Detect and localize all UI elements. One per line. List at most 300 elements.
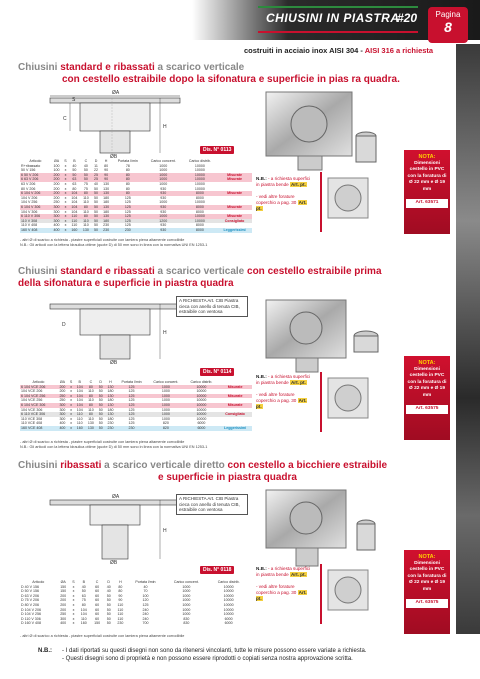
table-cell: 110 bbox=[80, 616, 87, 621]
table-cell: 200 bbox=[60, 598, 67, 603]
label-b: ØB bbox=[110, 154, 118, 158]
section-1-drawing bbox=[40, 88, 190, 158]
table-cell: x bbox=[72, 593, 75, 598]
page-subtitle bbox=[244, 46, 433, 55]
table-cell: 80 bbox=[85, 385, 96, 390]
table-cell: x bbox=[70, 389, 72, 394]
table-cell: 50 bbox=[94, 200, 98, 205]
divider-line bbox=[320, 372, 322, 432]
table-cell: 104 VCE 206 bbox=[21, 389, 43, 394]
table-cell: 180 bbox=[103, 195, 110, 200]
nb-title: N.B.: bbox=[256, 176, 267, 181]
nb-title: N.B.: bbox=[256, 374, 267, 379]
table-cell: 80 bbox=[80, 214, 92, 219]
table-cell: 90 bbox=[118, 598, 123, 603]
table-cell: 125 bbox=[116, 412, 147, 417]
table-cell: 125 bbox=[116, 394, 147, 399]
table-cell: 50 bbox=[97, 385, 105, 390]
nb-line: - a richiesta superfici in piastra bende bbox=[256, 566, 311, 577]
table-cell: 40 bbox=[94, 181, 98, 186]
table-cell: 820 bbox=[147, 426, 185, 431]
table-cell: 80 bbox=[118, 589, 123, 594]
table-cell: 930 bbox=[160, 195, 167, 200]
table-cell: 50 bbox=[98, 416, 103, 421]
table-cell: 1000 bbox=[159, 181, 168, 186]
art-tag: Art. pt. bbox=[290, 380, 306, 385]
table-cell: 50 bbox=[98, 421, 103, 426]
nb-line: - a richiesta superfici in piastra bende bbox=[256, 176, 311, 187]
row-note: Misurate bbox=[217, 191, 252, 196]
table-cell: 50 bbox=[97, 394, 105, 399]
footnote-1: - altri Ø di scarico a richiesta - piastre superficiali costruite con lamiera piena altamente corrodibile N.B.: Gli articoli con la lettera Idraulica ottime (quote D) di 50 mm sono in linea con la normativa UNI EN 1253-1 bbox=[20, 238, 208, 247]
table-cell: 50 bbox=[80, 173, 92, 178]
table-cell: 1000 bbox=[182, 602, 191, 607]
footnote-3: - altri Ø di scarico a richiesta - piastre superficiali costruite con lamiera piena altamente corrodibile bbox=[20, 634, 185, 638]
table-cell: 125 bbox=[124, 209, 131, 214]
nb-block-1 bbox=[256, 176, 312, 212]
section-2-drawing bbox=[40, 298, 190, 364]
divider-line bbox=[320, 564, 322, 624]
table-cell: x bbox=[68, 412, 74, 417]
table-cell: x bbox=[64, 163, 67, 168]
table-cell: 10000 bbox=[196, 416, 207, 421]
table-cell: x bbox=[62, 173, 68, 178]
table-cell: 6000 bbox=[224, 616, 233, 621]
col-header: H bbox=[109, 380, 112, 384]
table-cell: 125 bbox=[112, 205, 144, 210]
spec-table-2 bbox=[20, 380, 252, 431]
col-header: ØA bbox=[53, 159, 60, 163]
table-cell: 90 bbox=[100, 177, 112, 182]
table-cell: 60 bbox=[95, 584, 100, 589]
table-cell: 104 bbox=[76, 407, 83, 412]
table-cell: 104 VCE 256 bbox=[21, 398, 43, 403]
note-body: Dimensioni cestello in PVC con la foratura di Ø 22 mm e Ø 19 mm bbox=[407, 560, 447, 592]
table-cell: 300 bbox=[51, 214, 63, 219]
table-cell: x bbox=[72, 607, 75, 612]
table-cell: 1000 bbox=[159, 200, 168, 205]
table-cell: x bbox=[72, 612, 75, 617]
col-header: Carico distrib. bbox=[188, 159, 211, 163]
table-cell: 6000 bbox=[197, 421, 206, 426]
note-box-3 bbox=[404, 550, 450, 634]
table-cell: x bbox=[64, 195, 67, 200]
label-s: S bbox=[72, 97, 76, 103]
table-cell: 230 bbox=[100, 228, 112, 233]
table-cell: D 110 V 306 bbox=[21, 616, 41, 621]
col-header: H bbox=[104, 159, 108, 163]
table-cell: x bbox=[62, 228, 68, 233]
table-cell: D 40 V 156 bbox=[21, 584, 39, 589]
table-cell: 10000 bbox=[194, 168, 205, 173]
drawing-number: Dis. N° 0114 bbox=[200, 368, 234, 376]
table-cell: 50 bbox=[69, 173, 81, 178]
table-cell: 110 bbox=[76, 421, 83, 426]
table-cell: 104 bbox=[71, 200, 78, 205]
table-cell: 200 bbox=[60, 607, 67, 612]
table-cell: 50 bbox=[92, 205, 101, 210]
table-body bbox=[20, 585, 252, 626]
table-cell: 180 bbox=[103, 209, 110, 214]
table-cell: x bbox=[62, 219, 68, 224]
drain-photo-2 bbox=[262, 296, 380, 376]
table-body bbox=[20, 385, 252, 431]
grate-photo-3 bbox=[326, 568, 370, 612]
drawing-number: Dis. N° 0118 bbox=[200, 566, 234, 574]
table-cell: 50 bbox=[106, 598, 111, 603]
table-cell: 125 bbox=[112, 214, 144, 219]
table-cell: 1000 bbox=[161, 407, 170, 412]
drain-photo-1 bbox=[262, 88, 380, 174]
col-header: Articolo bbox=[32, 380, 45, 384]
table-cell: 80 bbox=[72, 186, 77, 191]
table-cell: 100 bbox=[142, 593, 149, 598]
table-cell: 10000 bbox=[194, 186, 205, 191]
table-cell: 300 bbox=[57, 403, 68, 408]
page-number: 8 bbox=[444, 19, 452, 35]
table-cell: x bbox=[64, 181, 67, 186]
table-cell: 63 bbox=[69, 177, 81, 182]
title-line-2: della sifonatura e superficie in piastra quadra bbox=[18, 278, 234, 289]
table-cell: 230 bbox=[103, 223, 110, 228]
col-header: Articolo bbox=[29, 159, 42, 163]
table-cell: 240 bbox=[142, 616, 149, 621]
row-note: Misurate bbox=[217, 173, 252, 178]
table-cell: 50 bbox=[98, 389, 103, 394]
table-cell: 50 bbox=[83, 168, 88, 173]
table-cell: 104 bbox=[80, 607, 87, 612]
table-cell: 80 bbox=[125, 186, 130, 191]
col-header: Portata l/min bbox=[121, 380, 142, 384]
table-cell: 104 bbox=[69, 191, 81, 196]
col-header: Carico concent. bbox=[153, 380, 179, 384]
col-header: S bbox=[64, 159, 67, 163]
table-cell: 10000 bbox=[223, 593, 234, 598]
table-cell: 130 bbox=[87, 421, 94, 426]
table-cell: 10000 bbox=[183, 173, 218, 178]
table-cell: 180 bbox=[107, 407, 114, 412]
row-note bbox=[249, 621, 252, 626]
table-cell: 80 bbox=[80, 191, 92, 196]
col-header: B bbox=[73, 159, 76, 163]
footer-disclaimer bbox=[62, 647, 367, 663]
table-cell: 1000 bbox=[159, 168, 168, 173]
table-cell: 104 bbox=[80, 612, 87, 617]
table-cell: 80 bbox=[81, 602, 86, 607]
table-cell: 50 V 156 bbox=[21, 168, 36, 173]
table-cell: 110 bbox=[83, 200, 89, 205]
table-cell: x bbox=[72, 616, 75, 621]
note-art: Art. 63575 bbox=[406, 405, 448, 414]
table-cell: 300 bbox=[59, 416, 66, 421]
table-row bbox=[20, 228, 252, 233]
grate-photo-2 bbox=[326, 376, 370, 420]
table-cell: 80 bbox=[118, 584, 123, 589]
table-cell: 10000 bbox=[185, 412, 218, 417]
table-cell: 8000 bbox=[183, 205, 218, 210]
table-cell: 930 bbox=[144, 205, 183, 210]
table-cell: 8000 bbox=[183, 191, 218, 196]
table-cell: 110 bbox=[83, 195, 89, 200]
table-cell: 10000 bbox=[183, 219, 218, 224]
note-body: Dimensioni cestello in PVC con la foratura di Ø 22 mm e Ø 19 mm bbox=[407, 366, 447, 398]
table-cell: 820 bbox=[162, 421, 169, 426]
table-cell: 70 bbox=[143, 589, 148, 594]
table-cell: 125 bbox=[116, 385, 147, 390]
table-cell: x bbox=[62, 177, 68, 182]
table-cell: 6000 bbox=[185, 426, 218, 431]
col-header: S bbox=[72, 580, 75, 584]
title-part: Chiusini bbox=[18, 266, 61, 277]
title-part: Chiusini bbox=[18, 62, 61, 73]
table-cell: 930 bbox=[144, 191, 183, 196]
row-note: Misurate bbox=[217, 214, 252, 219]
col-header: D bbox=[94, 159, 98, 163]
table-cell: 930 bbox=[160, 223, 167, 228]
col-header: ØA bbox=[59, 380, 66, 384]
table-cell: x bbox=[64, 168, 67, 173]
table-cell: 200 bbox=[51, 191, 63, 196]
table-cell: 80 bbox=[85, 412, 96, 417]
table-cell: 80 bbox=[112, 191, 144, 196]
table-cell: x bbox=[64, 223, 67, 228]
table-cell: D 80 V 206 bbox=[21, 602, 39, 607]
table-cell: x bbox=[62, 214, 68, 219]
table-cell: 1000 bbox=[182, 589, 191, 594]
table-cell: x bbox=[70, 398, 72, 403]
table-cell: 1000 bbox=[182, 598, 191, 603]
table-cell: 1000 bbox=[161, 389, 170, 394]
table-cell: 125 bbox=[128, 389, 135, 394]
table-cell: 80 bbox=[125, 168, 130, 173]
col-header: C bbox=[95, 580, 99, 584]
table-cell: 300 bbox=[51, 205, 63, 210]
table-cell: 700 bbox=[142, 621, 149, 626]
col-header: Carico concent. bbox=[150, 159, 176, 163]
table-cell: 125 bbox=[112, 219, 144, 224]
table-cell: 150 bbox=[94, 621, 101, 626]
table-cell: 160 bbox=[80, 621, 87, 626]
table-cell: 50 bbox=[92, 219, 101, 224]
art-tag: Art. pt. bbox=[290, 572, 306, 577]
table-cell: 50 bbox=[106, 602, 111, 607]
table-cell: x bbox=[64, 186, 67, 191]
col-header: Carico distrib. bbox=[217, 580, 240, 584]
table-cell: 60 bbox=[95, 598, 100, 603]
table-cell: 240 bbox=[142, 612, 149, 617]
table-cell: 160 bbox=[69, 228, 81, 233]
table-cell: 50 bbox=[80, 177, 92, 182]
note-art: Art. 63571 bbox=[406, 199, 448, 208]
table-cell: x bbox=[72, 589, 75, 594]
table-cell: 104 bbox=[74, 394, 85, 399]
table-cell: 230 bbox=[105, 426, 116, 431]
table-cell: x bbox=[64, 209, 67, 214]
table-cell: 125 bbox=[142, 602, 149, 607]
table-cell: 110 VCE 308 bbox=[21, 416, 43, 421]
table-cell: 10000 bbox=[183, 214, 218, 219]
row-note: Misurate bbox=[218, 403, 252, 408]
table-cell: x bbox=[62, 191, 68, 196]
table-cell: x bbox=[70, 421, 72, 426]
table-cell: 40 bbox=[143, 584, 148, 589]
table-cell: 110 V 308 bbox=[20, 219, 51, 224]
table-cell: 240 bbox=[142, 607, 149, 612]
col-header: C bbox=[84, 159, 88, 163]
col-header: Carico concent. bbox=[173, 580, 199, 584]
table-cell: D 63 V 206 bbox=[21, 593, 39, 598]
table-cell: 400 bbox=[53, 223, 60, 228]
row-note: Leggerissimi bbox=[217, 228, 252, 233]
table-cell: 10000 bbox=[223, 589, 234, 594]
table-cell: 50 bbox=[97, 403, 105, 408]
table-cell: 50 bbox=[97, 412, 105, 417]
table-cell: 110 bbox=[88, 389, 94, 394]
table-cell: 200 bbox=[53, 186, 60, 191]
table-cell: 25 bbox=[92, 177, 101, 182]
table-cell: 50 bbox=[98, 398, 103, 403]
table-cell: 60 bbox=[95, 607, 100, 612]
table-cell: 10000 bbox=[185, 403, 218, 408]
row-note: Misurate bbox=[218, 385, 252, 390]
table-cell: 6 110 V 306 bbox=[20, 214, 51, 219]
table-cell: 10000 bbox=[196, 398, 207, 403]
title-part: a scarico verticale bbox=[154, 62, 245, 73]
footer-line: - I dati riportati su questi disegni non sono da ritenersi vincolanti, tutte le misure possono essere variate a richiesta. bbox=[62, 648, 367, 654]
art-tag: Art. pt. bbox=[256, 590, 307, 601]
table-cell: 22 bbox=[94, 168, 98, 173]
table-cell: x bbox=[68, 426, 74, 431]
table-cell: D 104 V 206 bbox=[21, 607, 41, 612]
table-cell: 130 bbox=[100, 191, 112, 196]
table-cell: 50 bbox=[97, 426, 105, 431]
table-cell: 104 bbox=[69, 205, 81, 210]
table-cell: 10000 bbox=[185, 385, 218, 390]
divider-line bbox=[320, 172, 322, 232]
spec-table-3 bbox=[20, 580, 252, 626]
table-cell: 50 bbox=[72, 168, 77, 173]
table-cell: 110 V 408 bbox=[21, 223, 38, 228]
table-cell: 104 bbox=[76, 398, 83, 403]
table-cell: 200 bbox=[59, 389, 66, 394]
table-cell: 90 bbox=[104, 168, 109, 173]
col-header: Carico distrib. bbox=[190, 380, 213, 384]
title-line-2: e superficie in piastra quadra bbox=[158, 472, 297, 483]
section-2-title bbox=[18, 266, 448, 290]
table-cell: 125 bbox=[128, 421, 135, 426]
nb-line: - a richiesta superfici in piastra bende bbox=[256, 374, 311, 385]
table-cell: 400 bbox=[57, 426, 68, 431]
title-line-2: con cestello estraibile dopo la sifonatura e superficie in pias ra quadra. bbox=[62, 74, 400, 85]
table-cell: 63 V 206 bbox=[21, 181, 36, 186]
table-cell: 6 63 V 206 bbox=[20, 177, 51, 182]
table-cell: 10000 bbox=[196, 389, 207, 394]
title-part: standard e ribassati bbox=[60, 62, 155, 73]
table-cell: 1000 bbox=[159, 163, 168, 168]
table-cell: 1000 bbox=[182, 612, 191, 617]
table-cell: 300 bbox=[51, 219, 63, 224]
note-art: Art. 63575 bbox=[406, 599, 448, 608]
table-cell: D 160 V 408 bbox=[21, 621, 41, 626]
footer-nb: N.B.: bbox=[38, 648, 52, 654]
table-cell: 200 bbox=[51, 173, 63, 178]
title-part: a scarico verticale diretto bbox=[101, 460, 225, 471]
row-note: Misurate bbox=[218, 394, 252, 399]
table-cell: 930 bbox=[160, 209, 167, 214]
table-cell: 104 bbox=[71, 209, 78, 214]
catalog-number: #20 bbox=[397, 11, 418, 25]
table-cell: 6 50 V 206 bbox=[20, 173, 51, 178]
table-cell: D 75 V 206 bbox=[21, 598, 39, 603]
table-cell: 25 bbox=[92, 173, 101, 178]
table-cell: 80 bbox=[85, 403, 96, 408]
table-cell: 200 bbox=[60, 602, 67, 607]
table-cell: 230 bbox=[112, 228, 144, 233]
table-cell: 120 bbox=[142, 598, 149, 603]
col-header: D bbox=[99, 380, 102, 384]
label-c: C bbox=[63, 116, 67, 122]
annotation-2: A RICHIESTA Art. CIB Piastra cieca con anello di tenuta CIB, estraibile con ventosa bbox=[176, 296, 248, 317]
row-note: Misurate bbox=[217, 205, 252, 210]
table-row bbox=[20, 426, 252, 431]
col-header: ØA bbox=[60, 580, 66, 584]
table-cell: 50 bbox=[94, 195, 98, 200]
table-cell: 125 bbox=[124, 200, 131, 205]
label-d: D bbox=[62, 322, 66, 328]
table-cell: x bbox=[70, 416, 72, 421]
table-cell: 10000 bbox=[196, 407, 207, 412]
table-cell: 160 V 408 bbox=[20, 228, 51, 233]
table-cell: 125 bbox=[128, 416, 135, 421]
col-header: Portata l/min bbox=[117, 159, 138, 163]
table-cell: 300 bbox=[57, 412, 68, 417]
art-tag: Art. pt. bbox=[290, 182, 306, 187]
table-cell: 50 bbox=[94, 209, 98, 214]
table-cell: x bbox=[72, 584, 75, 589]
table-cell: 11 bbox=[94, 163, 98, 168]
nb-line: - vedi altre forature coperchio a pag. 30 bbox=[256, 584, 297, 595]
table-cell: 180 bbox=[103, 200, 110, 205]
table-cell: 130 bbox=[105, 412, 116, 417]
title-part: con cestello estraibile prima bbox=[244, 266, 382, 277]
col-header: B bbox=[78, 380, 81, 384]
table-cell: 1000 bbox=[147, 394, 185, 399]
label-h: H bbox=[163, 528, 167, 534]
table-cell: 110 bbox=[117, 616, 124, 621]
table-cell: 110 bbox=[88, 407, 94, 412]
table-cell: 10000 bbox=[223, 612, 234, 617]
grate-photo-1 bbox=[326, 176, 370, 220]
table-cell: 130 bbox=[100, 205, 112, 210]
table-cell: 1200 bbox=[144, 219, 183, 224]
footer-line: - Questi disegni sono di proprietà e non possono essere riprodotti o copiati senza nostra approvazione scritta. bbox=[62, 656, 353, 662]
table-cell: 110 bbox=[88, 398, 94, 403]
row-note: Leggerissimi bbox=[218, 426, 252, 431]
title-part: ribassati bbox=[60, 460, 102, 471]
table-cell: 10000 bbox=[223, 598, 234, 603]
table-cell: 40 bbox=[106, 589, 111, 594]
table-cell: 6 104 VCE 256 bbox=[20, 394, 57, 399]
table-cell: 8000 bbox=[195, 223, 204, 228]
table-cell: 250 bbox=[57, 394, 68, 399]
table-cell: 1000 bbox=[182, 607, 191, 612]
table-cell: x bbox=[68, 394, 74, 399]
table-cell: D 104 V 256 bbox=[21, 612, 41, 617]
table-cell: 180 bbox=[107, 398, 114, 403]
subtitle-prefix: costruiti in acciaio inox AISI 304 - bbox=[244, 46, 365, 55]
col-header: B bbox=[82, 580, 85, 584]
table-cell: 150 bbox=[60, 589, 67, 594]
